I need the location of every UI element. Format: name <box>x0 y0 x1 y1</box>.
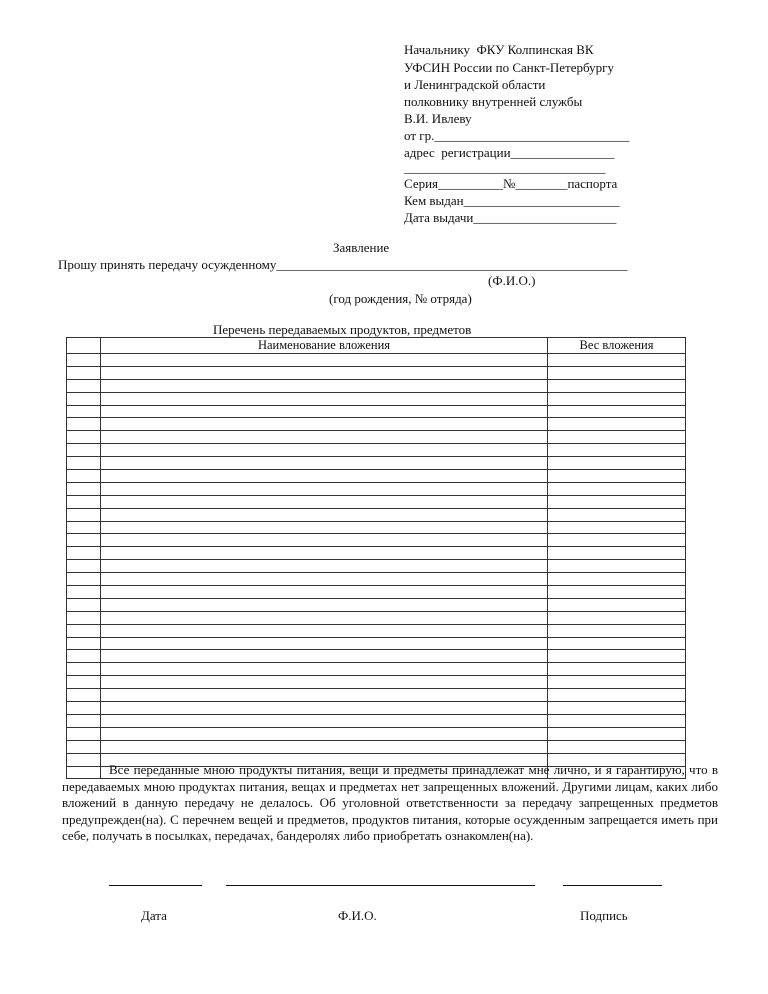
table-cell-name[interactable] <box>101 573 548 586</box>
table-cell-name[interactable] <box>101 598 548 611</box>
table-row <box>67 586 686 599</box>
table-cell-weight[interactable] <box>548 650 686 663</box>
passport-series-number-field[interactable]: Серия__________№________паспорта <box>404 176 618 191</box>
table-cell-weight[interactable] <box>548 431 686 444</box>
table-cell-weight[interactable] <box>548 740 686 753</box>
items-table <box>66 337 685 779</box>
table-row <box>67 482 686 495</box>
table-row <box>67 392 686 405</box>
table-cell-number[interactable] <box>67 740 101 753</box>
table-row <box>67 470 686 483</box>
table-cell-number[interactable] <box>67 650 101 663</box>
table-cell-name[interactable] <box>101 534 548 547</box>
table-cell-name[interactable] <box>101 727 548 740</box>
table-row <box>67 663 686 676</box>
table-row <box>67 611 686 624</box>
registration-address-field-2[interactable]: _______________________________ <box>404 160 606 175</box>
table-cell-name[interactable] <box>101 740 548 753</box>
table-cell-number[interactable] <box>67 444 101 457</box>
addressee-line: Начальнику ФКУ Колпинская ВК <box>404 42 594 57</box>
table-row <box>67 418 686 431</box>
table-cell-weight[interactable] <box>548 470 686 483</box>
table-cell-number[interactable] <box>67 573 101 586</box>
table-row <box>67 676 686 689</box>
table-row <box>67 573 686 586</box>
table-cell-weight[interactable] <box>548 547 686 560</box>
table-cell-name[interactable] <box>101 418 548 431</box>
table-cell-name[interactable] <box>101 508 548 521</box>
table-cell-number[interactable] <box>67 637 101 650</box>
table-cell-number[interactable] <box>67 392 101 405</box>
birth-unit-hint: (год рождения, № отряда) <box>329 291 472 306</box>
table-cell-name[interactable] <box>101 714 548 727</box>
table-cell-weight[interactable] <box>548 366 686 379</box>
fio-hint: (Ф.И.О.) <box>488 273 536 288</box>
table-cell-weight[interactable] <box>548 392 686 405</box>
table-cell-number[interactable] <box>67 495 101 508</box>
table-cell-name[interactable] <box>101 392 548 405</box>
table-row <box>67 431 686 444</box>
table-row <box>67 457 686 470</box>
table-cell-weight[interactable] <box>548 676 686 689</box>
table-row <box>67 689 686 702</box>
table-cell-name[interactable] <box>101 405 548 418</box>
table-cell-name[interactable] <box>101 637 548 650</box>
table-cell-number[interactable] <box>67 366 101 379</box>
table-row <box>67 521 686 534</box>
table-cell-weight[interactable] <box>548 637 686 650</box>
table-cell-number[interactable] <box>67 689 101 702</box>
table-row <box>67 740 686 753</box>
passport-issued-by-field[interactable]: Кем выдан________________________ <box>404 193 620 208</box>
table-cell-name[interactable] <box>101 482 548 495</box>
registration-address-field[interactable]: адрес регистрации________________ <box>404 145 615 160</box>
table-row <box>67 379 686 392</box>
table-cell-weight[interactable] <box>548 482 686 495</box>
table-cell-number[interactable] <box>67 354 101 367</box>
table-row <box>67 650 686 663</box>
table-cell-number[interactable] <box>67 379 101 392</box>
table-row <box>67 637 686 650</box>
table-cell-number[interactable] <box>67 508 101 521</box>
table-row <box>67 508 686 521</box>
table-cell-number[interactable] <box>67 663 101 676</box>
table-cell-name[interactable] <box>101 560 548 573</box>
table-cell-weight[interactable] <box>548 727 686 740</box>
date-signature-line[interactable] <box>109 885 202 886</box>
table-cell-name[interactable] <box>101 431 548 444</box>
table-cell-number[interactable] <box>67 418 101 431</box>
table-row <box>67 702 686 715</box>
table-cell-name[interactable] <box>101 354 548 367</box>
table-cell-weight[interactable] <box>548 418 686 431</box>
table-row <box>67 714 686 727</box>
table-cell-weight[interactable] <box>548 444 686 457</box>
table-cell-name[interactable] <box>101 689 548 702</box>
signature-label: Подпись <box>580 908 628 923</box>
table-cell-weight[interactable] <box>548 379 686 392</box>
table-cell-weight[interactable] <box>548 714 686 727</box>
table-cell-name[interactable] <box>101 547 548 560</box>
table-cell-name[interactable] <box>101 521 548 534</box>
table-cell-weight[interactable] <box>548 457 686 470</box>
table-cell-weight[interactable] <box>548 405 686 418</box>
table-cell-number[interactable] <box>67 405 101 418</box>
table-cell-number[interactable] <box>67 521 101 534</box>
addressee-line: и Ленинградской области <box>404 77 546 92</box>
table-header-number <box>67 338 101 354</box>
table-cell-weight[interactable] <box>548 521 686 534</box>
table-cell-number[interactable] <box>67 560 101 573</box>
table-cell-name[interactable] <box>101 611 548 624</box>
table-cell-number[interactable] <box>67 482 101 495</box>
addressee-line: УФСИН России по Санкт-Петербургу <box>404 60 614 75</box>
table-row <box>67 727 686 740</box>
table-cell-name[interactable] <box>101 379 548 392</box>
table-row <box>67 405 686 418</box>
statement-title: Заявление <box>333 240 390 255</box>
passport-issue-date-field[interactable]: Дата выдачи______________________ <box>404 210 617 225</box>
table-cell-name[interactable] <box>101 586 548 599</box>
table-cell-number[interactable] <box>67 727 101 740</box>
table-cell-weight[interactable] <box>548 586 686 599</box>
table-cell-weight[interactable] <box>548 598 686 611</box>
table-cell-weight[interactable] <box>548 495 686 508</box>
table-row <box>67 547 686 560</box>
table-cell-weight[interactable] <box>548 508 686 521</box>
table-cell-weight[interactable] <box>548 689 686 702</box>
table-row <box>67 354 686 367</box>
table-header-weight: Вес вложения <box>548 338 686 354</box>
table-row <box>67 624 686 637</box>
table-cell-number[interactable] <box>67 598 101 611</box>
table-cell-number[interactable] <box>67 547 101 560</box>
table-cell-weight[interactable] <box>548 354 686 367</box>
table-cell-weight[interactable] <box>548 560 686 573</box>
table-cell-weight[interactable] <box>548 611 686 624</box>
table-cell-name[interactable] <box>101 676 548 689</box>
table-cell-number[interactable] <box>67 470 101 483</box>
table-cell-weight[interactable] <box>548 573 686 586</box>
declaration-paragraph: Все переданные мною продукты питания, вещи и предметы принадлежат мне лично, и я гарантирую, что в передаваемых мною продуктах питания, вещах и предметах нет запрещенных вложений. Другими лицам, каких либо вложений в данную передачу не делалось. Об уголовной ответственности за передачу запрещенных предметов предупрежден(на). С перечнем вещей и предметов, продуктов питания, которые осужденным запрещается иметь при себе, получать в посылках, передачах, бандеролях либо приобретать ознакомлен(на). <box>62 762 718 843</box>
table-cell-number[interactable] <box>67 431 101 444</box>
table-cell-number[interactable] <box>67 586 101 599</box>
table-cell-number[interactable] <box>67 676 101 689</box>
table-cell-number[interactable] <box>67 457 101 470</box>
signature-line[interactable] <box>563 885 662 886</box>
convict-name-field[interactable]: Прошу принять передачу осужденному______________________________________________________ <box>58 257 628 272</box>
table-row <box>67 444 686 457</box>
table-cell-name[interactable] <box>101 702 548 715</box>
table-row <box>67 366 686 379</box>
table-cell-number[interactable] <box>67 624 101 637</box>
table-cell-name[interactable] <box>101 650 548 663</box>
table-cell-name[interactable] <box>101 663 548 676</box>
table-cell-name[interactable] <box>101 470 548 483</box>
table-cell-name[interactable] <box>101 495 548 508</box>
table-cell-name[interactable] <box>101 444 548 457</box>
table-cell-number[interactable] <box>67 611 101 624</box>
table-cell-number[interactable] <box>67 702 101 715</box>
table-row <box>67 495 686 508</box>
table-row <box>67 560 686 573</box>
table-row <box>67 598 686 611</box>
table-header-row <box>67 338 686 354</box>
table-cell-weight[interactable] <box>548 624 686 637</box>
table-cell-number[interactable] <box>67 534 101 547</box>
table-cell-number[interactable] <box>67 714 101 727</box>
table-row <box>67 534 686 547</box>
table-cell-weight[interactable] <box>548 663 686 676</box>
fio-label: Ф.И.О. <box>338 908 377 923</box>
fio-signature-line[interactable] <box>226 885 535 886</box>
addressee-line: В.И. Ивлеву <box>404 111 472 126</box>
table-cell-name[interactable] <box>101 457 548 470</box>
from-citizen-field[interactable]: от гр.______________________________ <box>404 128 630 143</box>
table-cell-weight[interactable] <box>548 702 686 715</box>
table-header-name: Наименование вложения <box>101 338 548 354</box>
declaration-text <box>62 762 718 845</box>
addressee-line: полковнику внутренней службы <box>404 94 583 109</box>
table-cell-name[interactable] <box>101 624 548 637</box>
list-title: Перечень передаваемых продуктов, предметов <box>213 322 472 337</box>
table-cell-weight[interactable] <box>548 534 686 547</box>
table-cell-name[interactable] <box>101 366 548 379</box>
date-label: Дата <box>141 908 167 923</box>
